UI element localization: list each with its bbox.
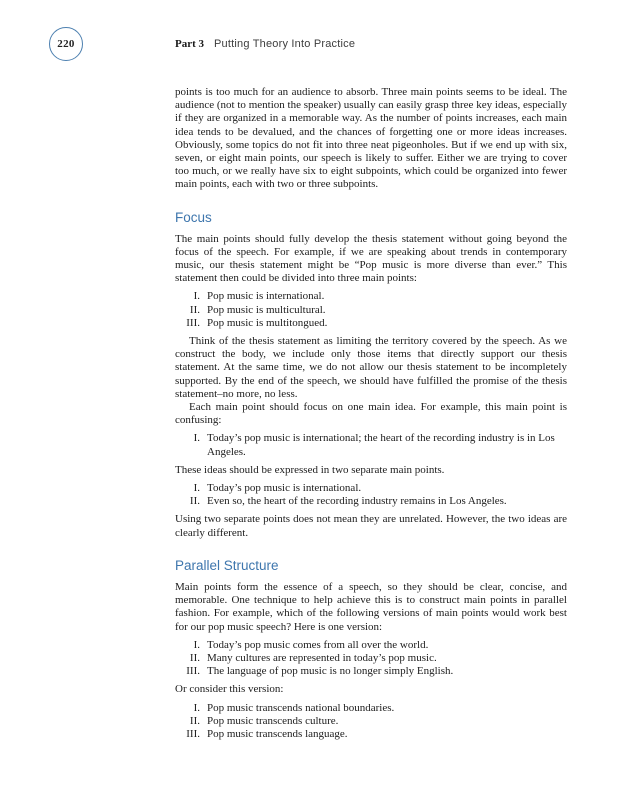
list-item-text: Even so, the heart of the recording industry remains in Los Angeles.: [207, 495, 507, 508]
part-label: Part 3: [175, 38, 205, 50]
list-item-number: III.: [186, 316, 200, 329]
list-item-text: Pop music is international.: [207, 290, 325, 303]
paragraph: Each main point should focus on one main idea. For example, this main point is confusing:: [175, 401, 567, 427]
list-item: [175, 304, 567, 317]
list-item: [175, 482, 567, 495]
list-item-text: Today’s pop music comes from all over the world.: [207, 638, 429, 651]
list-item-text: Pop music transcends language.: [207, 727, 348, 740]
part-title: Putting Theory Into Practice: [214, 38, 356, 50]
page-number: 220: [57, 38, 75, 50]
list-item-text: Many cultures are represented in today’s pop music.: [207, 651, 437, 664]
list-item-number: II.: [189, 303, 200, 316]
list-item-number: II.: [189, 714, 200, 727]
list-item-text: Pop music transcends national boundaries.: [207, 701, 395, 714]
list-item-text: The language of pop music is no longer simply English.: [207, 665, 454, 678]
list-item-text: Today’s pop music is international.: [207, 482, 362, 495]
list-item: [175, 652, 567, 665]
list-item-text: Pop music is multicultural.: [207, 303, 326, 316]
list-item: [175, 639, 567, 652]
roman-list: [175, 702, 567, 742]
paragraph: These ideas should be expressed in two separate main points.: [175, 463, 445, 476]
paragraph: Or consider this version:: [175, 683, 284, 696]
paragraph-intro: points is too much for an audience to absorb. Three main points seems to be ideal. The audience (not to mention the speaker) usually can easily grasp three key ideas, especially if they are organized in a memorable way. As the number of points increases, each main idea tends to be devalued, and the chances of forgetting one or more ideas increases. Obviously, some topics do not fit into three neat pigeonholes. But if we end up with six, seven, or eight main points, our speech is likely to suffer. Either we are trying to cover too much, or we really have six to eight subpoints, which could be organized into fewer main points, each with two or three subpoints.: [175, 86, 567, 191]
list-item-number: I.: [193, 482, 200, 495]
list-item-number: II.: [189, 651, 200, 664]
running-head: [175, 38, 355, 51]
roman-list: [175, 290, 567, 330]
roman-list: [175, 432, 567, 458]
roman-list: [175, 639, 567, 679]
list-item: [175, 715, 567, 728]
list-item: [175, 432, 567, 458]
paragraph: Think of the thesis statement as limiting the territory covered by the speech. As we construct the body, we include only those items that directly support our thesis statement. At the same time, we do not allow our thesis statement to be incompletely supported. By the end of the speech, we should have fulfilled the promise of the thesis statement–no more, no less.: [175, 335, 567, 400]
list-item-number: I.: [193, 638, 200, 651]
page-number-badge: [49, 27, 83, 61]
paragraph: The main points should fully develop the thesis statement without going beyond the focus of the speech. For example, if we are speaking about trends in contemporary music, our thesis statement might be “Pop music is more diverse than ever.” This statement then could be divided into three main points:: [175, 232, 567, 285]
roman-list: [175, 482, 567, 508]
list-item-number: III.: [186, 665, 200, 678]
list-item-number: I.: [193, 432, 200, 445]
list-item-number: II.: [189, 495, 200, 508]
list-item-text: Pop music transcends culture.: [207, 714, 339, 727]
list-item: [175, 495, 567, 508]
section-heading-focus: Focus: [175, 209, 212, 225]
list-item-text: Today’s pop music is international; the heart of the recording industry is in Los Angeles.: [207, 432, 555, 458]
paragraph: Main points form the essence of a speech, so they should be clear, concise, and memorable. One technique to help achieve this is to construct main points in parallel fashion. For example, which of the following versions of main points would work best for our pop music speech? Here is one version:: [175, 580, 567, 633]
list-item: [175, 728, 567, 741]
body-column: [175, 86, 567, 746]
list-item: [175, 702, 567, 715]
list-item-number: I.: [193, 290, 200, 303]
list-item: [175, 665, 567, 678]
list-item: [175, 317, 567, 330]
list-item: [175, 290, 567, 303]
section-heading-parallel-structure: Parallel Structure: [175, 557, 279, 573]
list-item-number: III.: [186, 727, 200, 740]
paragraph: Using two separate points does not mean they are unrelated. However, the two ideas are clearly different.: [175, 513, 567, 539]
list-item-text: Pop music is multitongued.: [207, 316, 328, 329]
list-item-number: I.: [193, 701, 200, 714]
